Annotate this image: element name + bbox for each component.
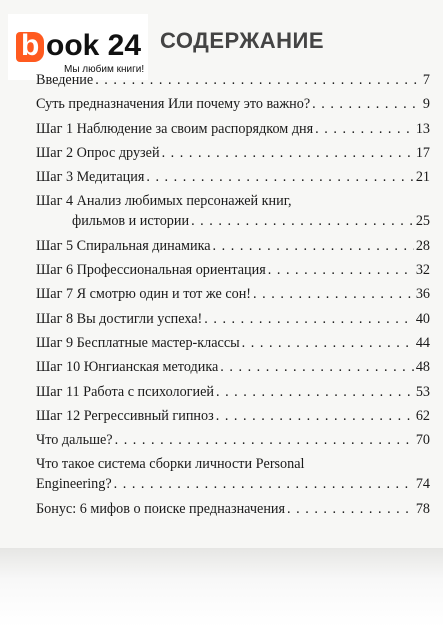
toc-entry-page: 32 <box>415 262 430 279</box>
toc-entry <box>36 260 430 280</box>
leader-dots <box>253 284 414 304</box>
toc-entry-title: Что дальше? <box>36 432 113 449</box>
toc-entry-title: Шаг 6 Профессиональная ориентация <box>36 262 266 279</box>
toc-entry-page: 40 <box>415 310 430 327</box>
logo-slogan: Мы любим книги! <box>64 64 145 75</box>
leader-dots <box>114 474 414 494</box>
toc-entry <box>36 382 430 402</box>
toc-entry <box>36 236 430 256</box>
toc-entry-title: Шаг 11 Работа с психологией <box>36 383 214 400</box>
toc-entry-title: Шаг 3 Медитация <box>36 169 145 186</box>
leader-dots <box>146 167 413 187</box>
toc-entry-title: Шаг 9 Бесплатные мастер-классы <box>36 334 240 351</box>
toc-entry-page: 25 <box>415 213 430 230</box>
toc-entry-title: Введение <box>36 72 94 88</box>
toc-entry <box>36 333 430 353</box>
toc-entry-title: Engineering? <box>36 476 112 493</box>
toc-entry-page: 70 <box>415 432 430 449</box>
toc-entry-title-line1: Что такое система сборки личности Personal <box>36 456 305 473</box>
toc-entry-page: 36 <box>415 286 430 303</box>
toc-entry-page: 48 <box>415 359 430 376</box>
toc-entry-page: 17 <box>415 144 430 161</box>
toc-entry-title: фильмов и истории <box>72 213 190 230</box>
leader-dots <box>312 94 421 114</box>
toc-entry <box>36 284 430 304</box>
toc-entry <box>36 167 430 187</box>
leader-dots <box>162 143 414 163</box>
toc-entry <box>36 499 430 519</box>
toc-entry <box>36 406 430 426</box>
toc-entry <box>36 454 430 494</box>
toc-entry-title: Шаг 7 Я смотрю один и тот же сон! <box>36 286 252 303</box>
page-bottom-shadow <box>0 548 443 627</box>
toc-entry-page: 21 <box>415 169 430 186</box>
leader-dots <box>220 357 414 377</box>
leader-dots <box>216 406 414 426</box>
toc-entry-page: 62 <box>415 407 430 424</box>
leader-dots <box>191 211 414 231</box>
leader-dots <box>287 499 414 519</box>
leader-dots <box>115 430 414 450</box>
toc-entry-page: 28 <box>415 237 430 254</box>
toc-entry <box>36 191 430 231</box>
toc-entry-title: Шаг 2 Опрос друзей <box>36 144 160 161</box>
toc-entry-page: 7 <box>422 72 430 88</box>
toc-entry <box>36 430 430 450</box>
toc-entry-page: 44 <box>415 334 430 351</box>
leader-dots <box>95 70 421 90</box>
book24-logo-mark <box>16 29 44 62</box>
toc-entry-page: 9 <box>422 96 430 113</box>
toc-entry <box>36 357 430 377</box>
leader-dots <box>216 382 414 402</box>
toc-entry <box>36 143 430 163</box>
toc-entry <box>36 94 430 114</box>
logo-mark-letter: b <box>21 29 40 62</box>
leader-dots <box>204 309 414 329</box>
toc-entry-title-line1: Шаг 4 Анализ любимых персонажей книг, <box>36 193 292 210</box>
toc-entry-title: Бонус: 6 мифов о поиске предназначения <box>36 500 286 517</box>
toc-entry <box>36 309 430 329</box>
toc-entry-title: Шаг 8 Вы достигли успеха! <box>36 310 203 327</box>
leader-dots <box>213 236 414 256</box>
toc-entry-page: 53 <box>415 383 430 400</box>
toc-entry-page: 74 <box>415 476 430 493</box>
toc-entry-title: Шаг 5 Спиральная динамика <box>36 237 211 254</box>
toc-entry-page: 13 <box>415 120 430 137</box>
toc-entry-title: Шаг 1 Наблюдение за своим распорядком дня <box>36 120 314 137</box>
toc-entry-page: 78 <box>415 500 430 517</box>
toc-entry-title: Суть предназначения Или почему это важно? <box>36 96 311 113</box>
toc-entry-title: Шаг 10 Юнгианская методика <box>36 359 219 376</box>
table-of-contents <box>36 70 430 523</box>
logo-wordmark: ook 24 <box>46 29 142 62</box>
leader-dots <box>315 119 414 139</box>
toc-entry <box>36 119 430 139</box>
toc-entry <box>36 70 430 90</box>
toc-entry-title: Шаг 12 Регрессивный гипноз <box>36 407 214 424</box>
contents-heading: СОДЕРЖАНИЕ <box>160 28 325 53</box>
leader-dots <box>242 333 414 353</box>
leader-dots <box>268 260 414 280</box>
